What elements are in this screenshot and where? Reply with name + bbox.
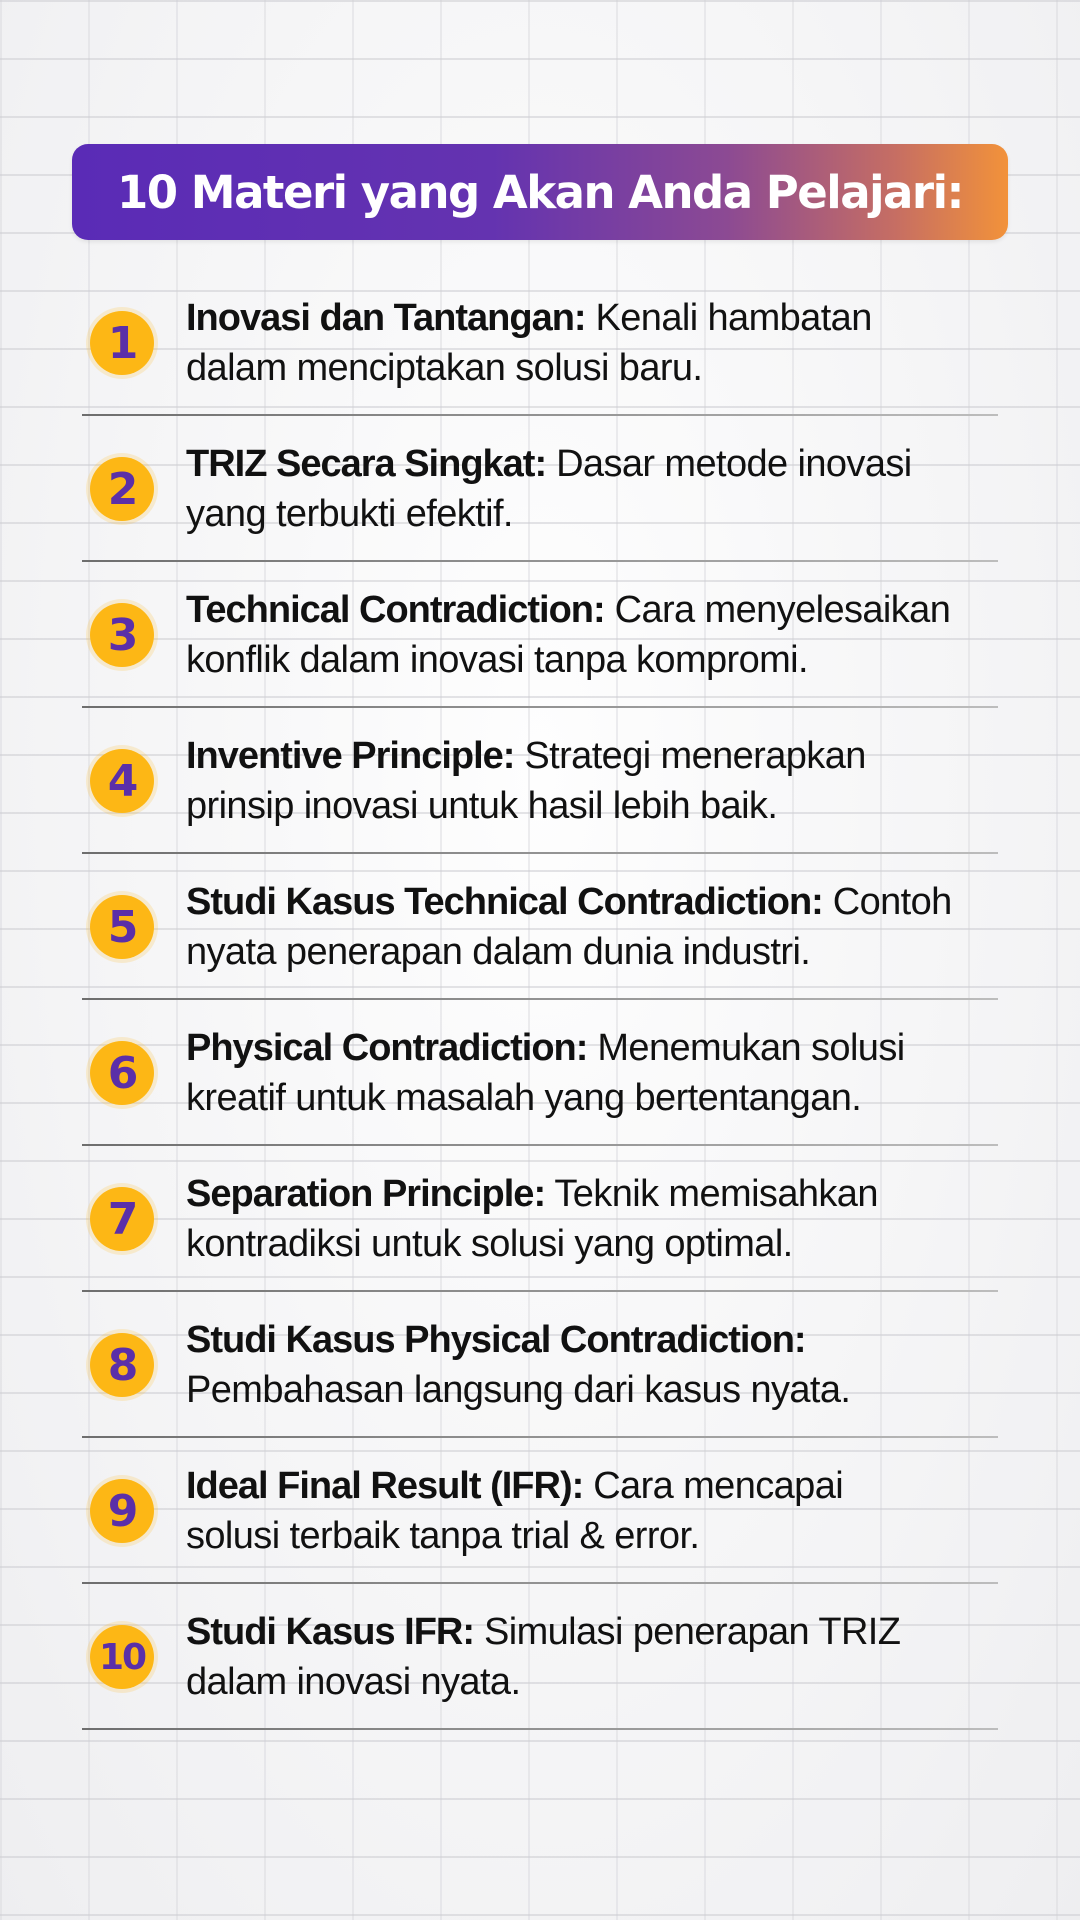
topic-title: Separation Principle: bbox=[186, 1173, 546, 1215]
topic-description-start: Cara menyelesaikan bbox=[604, 589, 951, 631]
topic-item-6 bbox=[0, 1000, 1080, 1146]
topic-title: Studi Kasus Technical Contradiction: bbox=[186, 881, 823, 923]
topic-item-2 bbox=[0, 416, 1080, 562]
number-badge: 7 bbox=[90, 1187, 154, 1251]
topic-text bbox=[186, 585, 1040, 685]
topic-description-end: nyata penerapan dalam dunia industri. bbox=[186, 931, 811, 973]
number-badge: 10 bbox=[90, 1625, 154, 1689]
header-banner bbox=[72, 144, 1008, 240]
number-badge: 1 bbox=[90, 311, 154, 375]
topic-list bbox=[0, 270, 1080, 1730]
topic-title: Physical Contradiction: bbox=[186, 1027, 588, 1069]
topic-item-5 bbox=[0, 854, 1080, 1000]
number-badge: 5 bbox=[90, 895, 154, 959]
topic-description-start: Menemukan solusi bbox=[587, 1027, 905, 1069]
topic-description-end: dalam inovasi nyata. bbox=[186, 1661, 521, 1703]
topic-title: Ideal Final Result (IFR): bbox=[186, 1465, 584, 1507]
number-badge: 8 bbox=[90, 1333, 154, 1397]
number-badge: 9 bbox=[90, 1479, 154, 1543]
topic-item-7 bbox=[0, 1146, 1080, 1292]
topic-description-end: yang terbukti efektif. bbox=[186, 493, 513, 535]
topic-item-10 bbox=[0, 1584, 1080, 1730]
topic-description-start: Contoh bbox=[822, 881, 952, 923]
topic-item-4 bbox=[0, 708, 1080, 854]
topic-text bbox=[186, 877, 1040, 977]
number-badge: 6 bbox=[90, 1041, 154, 1105]
topic-title: Studi Kasus Physical Contradiction: bbox=[186, 1319, 806, 1361]
topic-text bbox=[186, 1315, 1040, 1415]
topic-title: Inovasi dan Tantangan: bbox=[186, 297, 586, 339]
topic-description-end: konflik dalam inovasi tanpa kompromi. bbox=[186, 639, 808, 681]
topic-description-end: kontradiksi untuk solusi yang optimal. bbox=[186, 1223, 793, 1265]
topic-description-start: Simulasi penerapan TRIZ bbox=[474, 1611, 901, 1653]
topic-title: Studi Kasus IFR: bbox=[186, 1611, 475, 1653]
topic-description-end: dalam menciptakan solusi baru. bbox=[186, 347, 703, 389]
topic-description-end: solusi terbaik tanpa trial & error. bbox=[186, 1515, 700, 1557]
topic-description-end: Pembahasan langsung dari kasus nyata. bbox=[186, 1369, 851, 1411]
number-badge: 3 bbox=[90, 603, 154, 667]
topic-item-8 bbox=[0, 1292, 1080, 1438]
topic-description-start: Kenali hambatan bbox=[585, 297, 872, 339]
topic-text bbox=[186, 1023, 1040, 1123]
topic-text bbox=[186, 1607, 1040, 1707]
topic-text bbox=[186, 293, 1040, 393]
page-title: 10 Materi yang Akan Anda Pelajari: bbox=[117, 165, 963, 219]
topic-description-start: Cara mencapai bbox=[583, 1465, 844, 1507]
topic-text bbox=[186, 731, 1040, 831]
topic-description-start: Strategi menerapkan bbox=[514, 735, 866, 777]
topic-title: Inventive Principle: bbox=[186, 735, 515, 777]
topic-text bbox=[186, 439, 1040, 539]
topic-description-start: Dasar metode inovasi bbox=[546, 443, 912, 485]
topic-description-end: prinsip inovasi untuk hasil lebih baik. bbox=[186, 785, 778, 827]
topic-text bbox=[186, 1461, 1040, 1561]
number-badge: 4 bbox=[90, 749, 154, 813]
topic-title: Technical Contradiction: bbox=[186, 589, 605, 631]
number-badge: 2 bbox=[90, 457, 154, 521]
topic-item-9 bbox=[0, 1438, 1080, 1584]
topic-title: TRIZ Secara Singkat: bbox=[186, 443, 547, 485]
topic-description-end: kreatif untuk masalah yang bertentangan. bbox=[186, 1077, 862, 1119]
topic-text bbox=[186, 1169, 1040, 1269]
topic-description-start: Teknik memisahkan bbox=[545, 1173, 878, 1215]
topic-item-1 bbox=[0, 270, 1080, 416]
topic-item-3 bbox=[0, 562, 1080, 708]
